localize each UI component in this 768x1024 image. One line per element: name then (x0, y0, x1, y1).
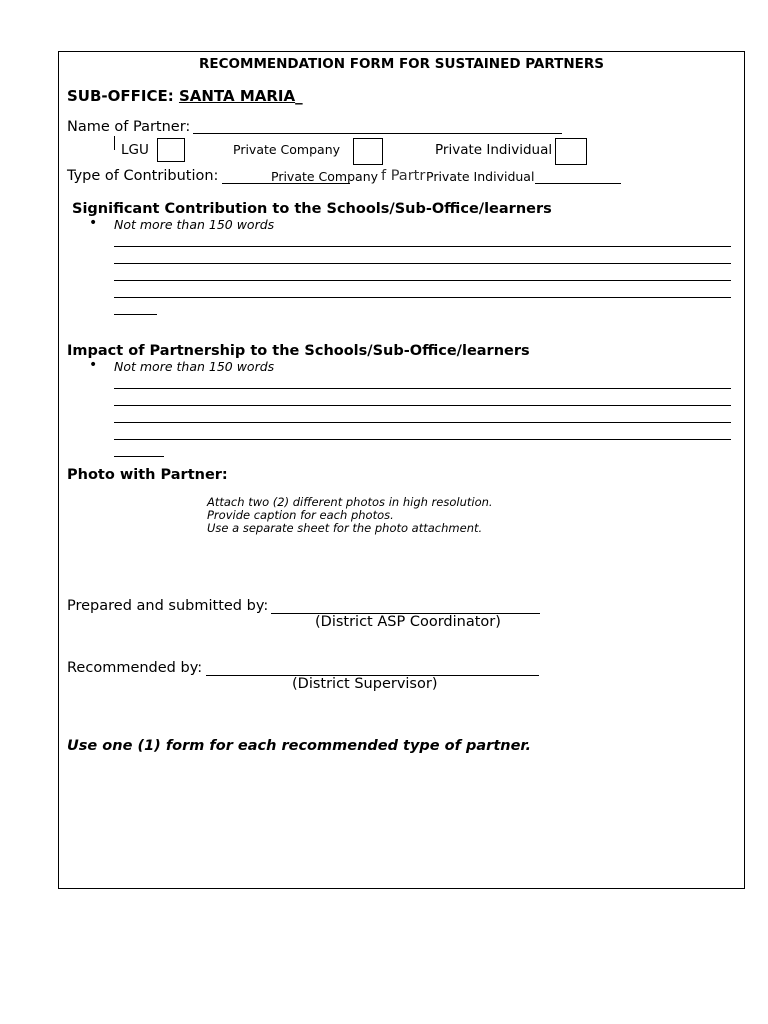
lgu-label: LGU (121, 142, 149, 158)
section-significant-heading: Significant Contribution to the Schools/Sub-Office/learners (72, 201, 552, 217)
contribution-field-2[interactable] (535, 183, 621, 184)
answer-line[interactable] (114, 314, 157, 315)
lgu-checkbox[interactable] (157, 138, 185, 162)
contribution-private-individual: Private Individual (426, 169, 535, 184)
photo-heading: Photo with Partner: (67, 467, 228, 483)
name-of-partner-label: Name of Partner: (67, 119, 191, 135)
prepared-role: (District ASP Coordinator) (315, 614, 501, 630)
answer-line[interactable] (114, 422, 731, 423)
name-of-partner-field[interactable] (193, 133, 562, 134)
answer-line[interactable] (114, 456, 164, 457)
recommended-role: (District Supervisor) (292, 676, 438, 692)
recommended-label: Recommended by: (67, 660, 203, 676)
contribution-private-company: Private Company (271, 169, 379, 184)
sub-office-row (67, 87, 303, 105)
answer-line[interactable] (114, 280, 731, 281)
private-company-checkbox[interactable] (353, 138, 383, 165)
photo-instruction: Attach two (2) different photos in high resolution. (207, 495, 493, 509)
sub-office-label: SUB-OFFICE: (67, 87, 174, 105)
bullet-icon: • (89, 357, 98, 373)
section-significant-note: Not more than 150 words (114, 217, 275, 232)
answer-line[interactable] (114, 297, 731, 298)
sub-office-value: SANTA MARIA (178, 87, 296, 105)
bullet-icon: • (89, 215, 98, 231)
photo-instruction: Provide caption for each photos. (207, 508, 394, 522)
answer-line[interactable] (114, 263, 731, 264)
section-impact-heading: Impact of Partnership to the Schools/Sub-Office/learners (67, 343, 530, 359)
footer-note: Use one (1) form for each recommended type of partner. (67, 738, 531, 754)
private-company-label: Private Company (233, 142, 341, 157)
photo-instruction: Use a separate sheet for the photo attachment. (207, 521, 483, 535)
prepared-label: Prepared and submitted by: (67, 598, 269, 614)
answer-line[interactable] (114, 388, 731, 389)
contribution-partner-fragment: f Partr (381, 168, 426, 184)
sub-office-trail: _ (295, 87, 303, 105)
section-impact-note: Not more than 150 words (114, 359, 275, 374)
form-title: RECOMMENDATION FORM FOR SUSTAINED PARTNERS (199, 56, 604, 72)
private-individual-checkbox[interactable] (555, 138, 587, 165)
type-of-contribution-label: Type of Contribution: (67, 168, 219, 184)
answer-line[interactable] (114, 405, 731, 406)
private-individual-label: Private Individual (435, 142, 553, 158)
lgu-bracket (114, 136, 115, 150)
answer-line[interactable] (114, 439, 731, 440)
answer-line[interactable] (114, 246, 731, 247)
